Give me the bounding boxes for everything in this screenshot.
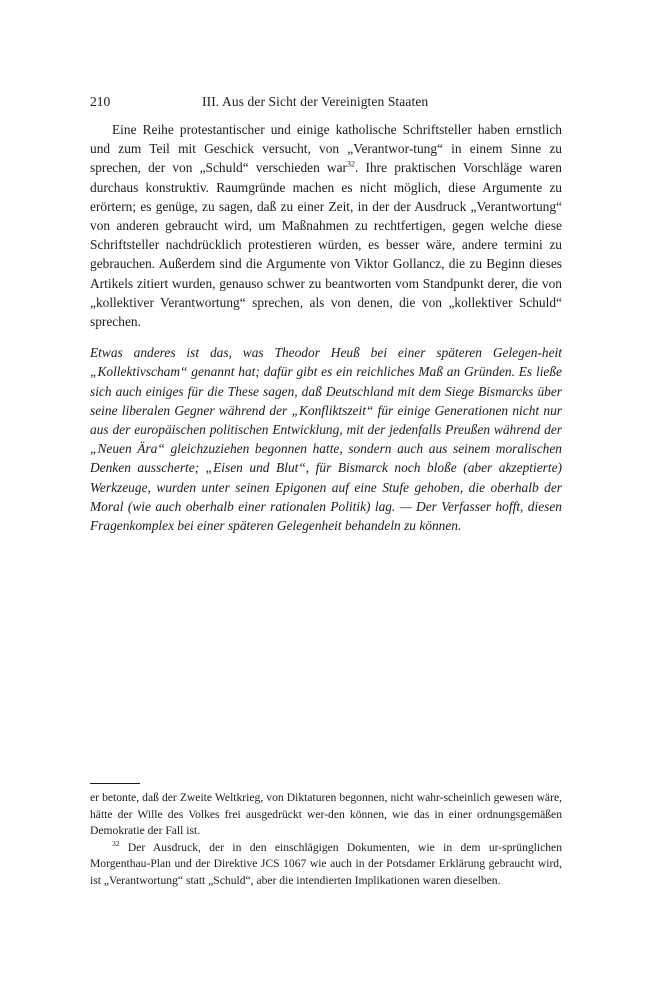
footnote-continuation: er betonte, daß der Zweite Weltkrieg, von Diktaturen begonnen, nicht wahr-scheinlich gewesen wäre, hätte der Wille des Volkes frei ausgedrückt wer-den können, wie das in einer ordnungsgemäßen Demokratie der Fall ist.	[90, 791, 562, 837]
paragraph-text-continued: . Ihre praktischen Vorschläge waren durchaus konstruktiv. Raumgründe machen es nicht möglich, diese Argumente zu erörtern; es genüge, zu sagen, daß zu einer Zeit, in der der Ausdruck „Verantwortung“ von anderen gebraucht wird, um Maßnahmen zu rechtfertigen, gegen welche diese Schriftsteller nachdrücklich protestieren würden, es besser wäre, andere termini zu gebrauchen. Außerdem sind die Argumente von Viktor Gollancz, die zu Beginn dieses Artikels zitiert wurden, genauso schwer zu beantworten vom Standpunkt derer, die von „kollektiver Verantwortung“ sprechen, als von denen, die von „kollektiver Schuld“ sprechen.	[90, 160, 562, 330]
footnote-divider	[90, 783, 140, 784]
footnotes	[90, 790, 562, 889]
paragraph-text: Eine Reihe protestantischer und einige katholische Schriftsteller haben ernstlich und zum Teil mit Geschick versucht, von „Verantwor-tung“ in einem Sinne zu sprechen, der von „Schuld“ verschieden war	[90, 122, 562, 176]
main-text	[90, 120, 562, 535]
footnote-marker: 32	[112, 838, 120, 848]
footnote-32	[90, 840, 562, 890]
footnote-text: Der Ausdruck, der in den einschlägigen Dokumenten, wie in dem ur-sprünglichen Morgenthau-Plan und der Direktive JCS 1067 wie auch in der Potsdamer Erklärung gebraucht wird, ist „Verantwortung“ statt „Schuld“, aber die intendierten Implikationen waren dieselben.	[90, 840, 562, 887]
footnote-reference: 32	[347, 159, 356, 169]
running-head: III. Aus der Sicht der Vereinigten Staaten	[202, 94, 429, 109]
page-header	[90, 94, 570, 112]
page-number: 210	[90, 94, 111, 109]
paragraph	[90, 120, 562, 331]
italic-paragraph: Etwas anderes ist das, was Theodor Heuß bei einer späteren Gelegen-heit „Kollektivscham“ genannt hat; dafür gibt es ein reichliches Maß an Gründen. Es ließe sich auch einiges für die These sagen, daß Deutschland mit dem Siege Bismarcks über seine liberalen Gegner während der „Konfliktszeit“ für einige Generationen nicht nur aus der europäischen politischen Entwicklung, mit der jedenfalls Preußen während der „Neuen Ära“ gleichzuziehen begonnen hatte, sondern auch aus seinem moralischen Denken ausscherte; „Eisen und Blut“, für Bismarck noch bloße (aber akzeptierte) Werkzeuge, wurden unter seinen Epigonen auf eine Stufe gehoben, die oberhalb der Moral (wie auch oberhalb einer rationalen Politik) lag. — Der Verfasser hofft, diesen Fragenkomplex bei einer späteren Gelegenheit behandeln zu können.	[90, 345, 562, 534]
